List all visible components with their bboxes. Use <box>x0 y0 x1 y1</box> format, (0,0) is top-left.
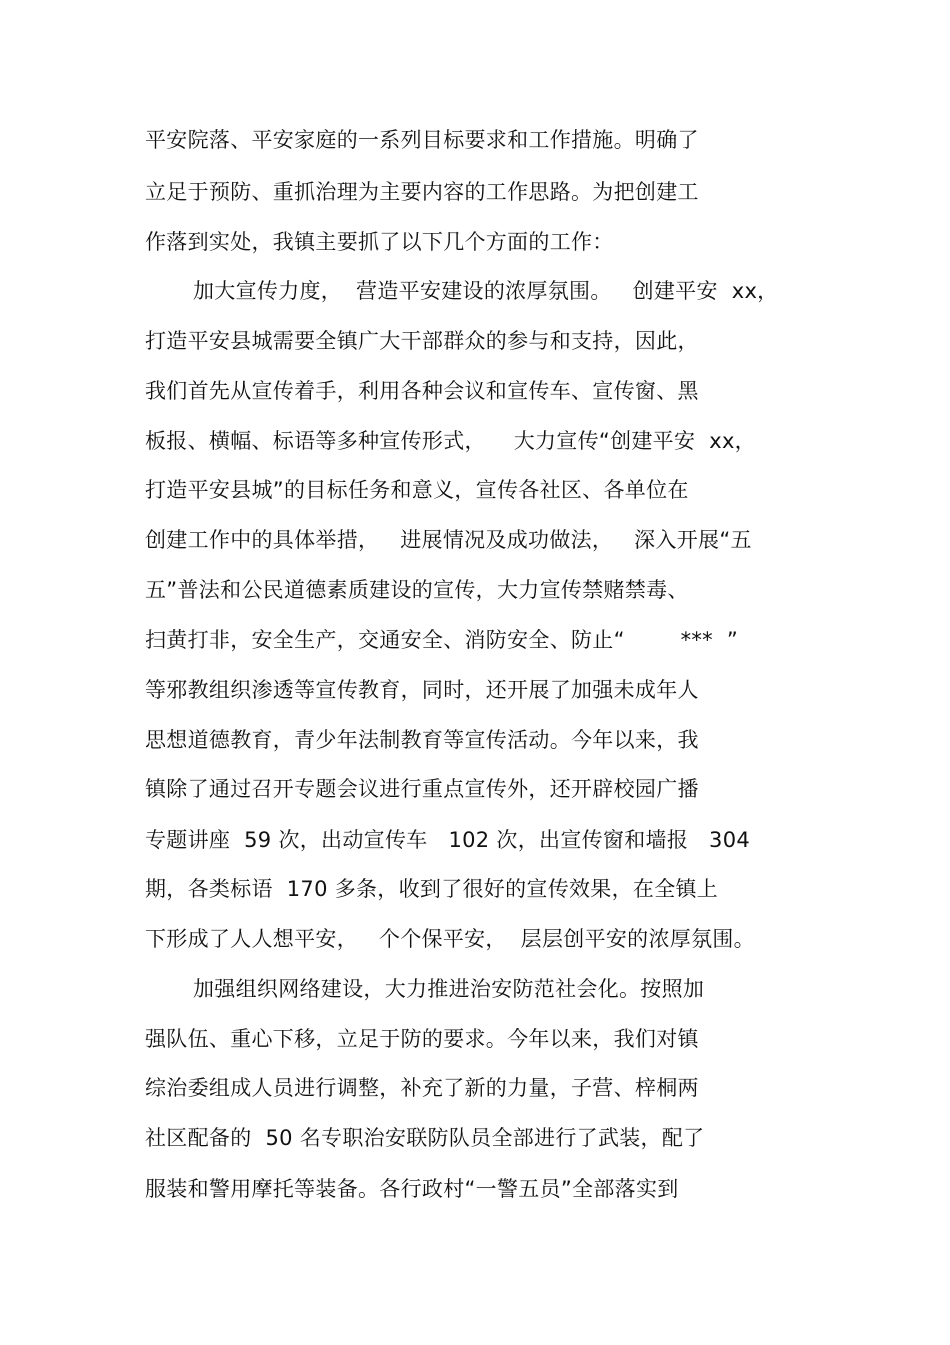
text-line: 平安院落、平安家庭的一系列目标要求和工作措施。明确了 <box>145 128 699 152</box>
text-line: 板报、横幅、标语等多种宣传形式， 大力宣传“创建平安 xx， <box>145 429 756 453</box>
text-line: 专题讲座 59 次，出动宣传车 102 次，出宣传窗和墙报 304 <box>145 828 751 852</box>
text-line: 作落到实处，我镇主要抓了以下几个方面的工作： <box>145 230 614 254</box>
text-line: 强队伍、重心下移，立足于防的要求。今年以来，我们对镇 <box>145 1027 699 1051</box>
text-line: 等邪教组织渗透等宣传教育，同时，还开展了加强未成年人 <box>145 678 699 702</box>
text-line: 镇除了通过召开专题会议进行重点宣传外，还开辟校园广播 <box>145 777 699 801</box>
text-line: 创建工作中的具体举措， 进展情况及成功做法， 深入开展“五 <box>145 528 752 552</box>
text-line: 打造平安县城需要全镇广大干部群众的参与和支持，因此， <box>145 329 699 353</box>
text-line: 扫黄打非，安全生产，交通安全、消防安全、防止“ *** ” <box>145 628 739 652</box>
text-line: 五”普法和公民道德素质建设的宣传，大力宣传禁赌禁毒、 <box>145 578 689 602</box>
text-line: 综治委组成人员进行调整，补充了新的力量，子营、梓桐两 <box>145 1076 699 1100</box>
paragraph-start-line: 加大宣传力度， 营造平安建设的浓厚氛围。 创建平安 xx， <box>193 279 779 303</box>
text-line: 期，各类标语 170 多条，收到了很好的宣传效果，在全镇上 <box>145 877 719 901</box>
text-line: 思想道德教育，青少年法制教育等宣传活动。今年以来，我 <box>145 728 699 752</box>
text-line: 打造平安县城”的目标任务和意义，宣传各社区、各单位在 <box>145 478 689 502</box>
text-line: 立足于预防、重抓治理为主要内容的工作思路。为把创建工 <box>145 180 699 204</box>
text-line: 服装和警用摩托等装备。各行政村“一警五员”全部落实到 <box>145 1177 679 1201</box>
text-line: 下形成了人人想平安， 个个保平安， 层层创平安的浓厚氛围。 <box>145 927 755 951</box>
paragraph-start-line: 加强组织网络建设，大力推进治安防范社会化。按照加 <box>193 977 705 1001</box>
text-line: 我们首先从宣传着手，利用各种会议和宣传车、宣传窗、黑 <box>145 379 699 403</box>
text-line: 社区配备的 50 名专职治安联防队员全部进行了武装，配了 <box>145 1126 705 1150</box>
